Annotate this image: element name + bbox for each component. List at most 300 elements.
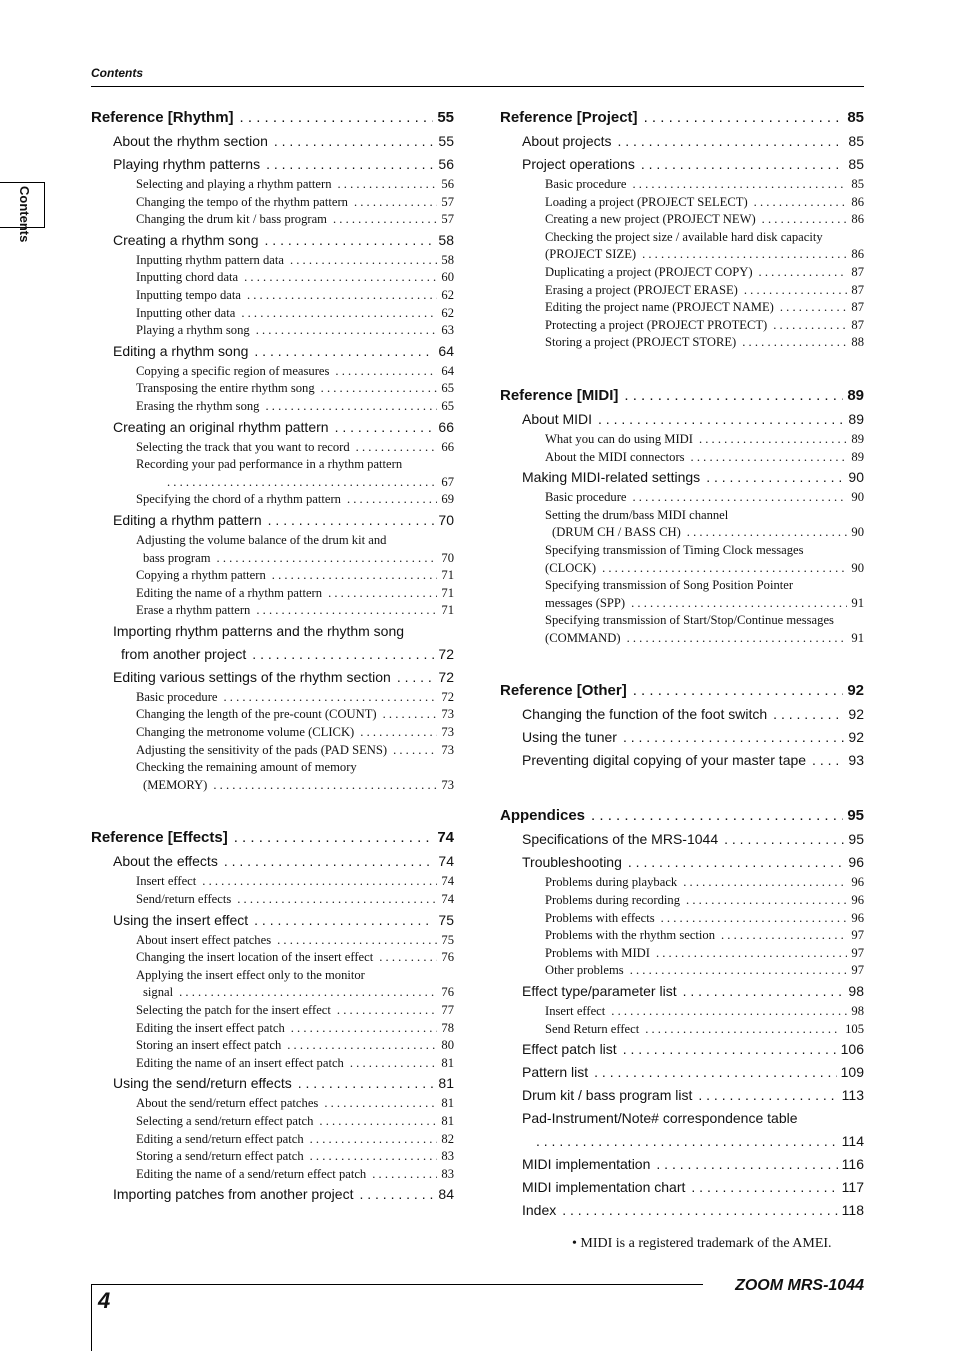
dot-leader bbox=[290, 253, 437, 268]
dot-leader bbox=[310, 1149, 438, 1164]
toc-subentry[interactable] bbox=[91, 1114, 454, 1132]
toc-subentry[interactable] bbox=[500, 1004, 864, 1022]
dot-leader bbox=[591, 807, 843, 824]
toc-page-number: 73 bbox=[441, 777, 454, 792]
toc-entry-title: Storing a project (PROJECT STORE) bbox=[545, 335, 737, 350]
toc-page-number: 56 bbox=[441, 177, 454, 191]
dot-leader bbox=[393, 743, 437, 758]
toc-page-number: 71 bbox=[441, 585, 454, 600]
dot-leader bbox=[645, 1022, 841, 1037]
dot-leader bbox=[742, 335, 847, 350]
dot-leader bbox=[265, 399, 437, 414]
toc-subentry[interactable] bbox=[500, 578, 864, 596]
toc-page-number: 56 bbox=[438, 156, 454, 172]
toc-page-number: 64 bbox=[441, 363, 454, 378]
toc-entry-title: Storing an insert effect patch bbox=[136, 1038, 282, 1053]
dot-leader bbox=[812, 752, 844, 768]
toc-entry-title: Erasing a project (PROJECT ERASE) bbox=[545, 282, 738, 297]
toc-entry-title: Playing a rhythm song bbox=[136, 323, 250, 338]
dot-leader bbox=[350, 1056, 438, 1071]
toc-page-number: 85 bbox=[848, 133, 864, 149]
toc-page-number: 118 bbox=[841, 1202, 864, 1219]
toc-subentry[interactable] bbox=[91, 195, 454, 213]
toc-subentry[interactable] bbox=[91, 1038, 454, 1056]
dot-leader bbox=[759, 265, 848, 280]
dot-leader bbox=[234, 829, 434, 846]
toc-page-number: 96 bbox=[851, 893, 864, 908]
toc-page-number: 117 bbox=[841, 1179, 864, 1196]
dot-leader bbox=[632, 177, 847, 192]
toc-entry-title: Editing the project name (PROJECT NAME) bbox=[545, 300, 774, 315]
toc-page-number: 85 bbox=[847, 109, 864, 126]
toc-entry-title: MIDI implementation bbox=[522, 1156, 651, 1173]
toc-page-number: 89 bbox=[848, 410, 864, 427]
toc-entry[interactable] bbox=[500, 1087, 864, 1108]
dot-leader bbox=[335, 419, 435, 435]
toc-entry[interactable] bbox=[91, 419, 454, 440]
toc-entry-title: Send/return effects bbox=[136, 892, 232, 907]
toc-entry-title: bass program bbox=[143, 550, 211, 565]
toc-subentry[interactable] bbox=[500, 247, 864, 265]
toc-page-number: 87 bbox=[851, 282, 864, 297]
toc-page-number: 87 bbox=[851, 300, 864, 315]
toc-page-number: 97 bbox=[851, 928, 864, 943]
toc-subentry[interactable] bbox=[91, 586, 454, 604]
dot-leader bbox=[661, 911, 848, 926]
toc-subentry[interactable] bbox=[91, 533, 454, 551]
toc-subentry[interactable] bbox=[91, 1149, 454, 1167]
toc-page-number: 72 bbox=[438, 668, 454, 685]
dot-leader bbox=[687, 525, 848, 540]
toc-page-number: 90 bbox=[848, 469, 864, 486]
toc-entry[interactable] bbox=[91, 133, 454, 154]
toc-subentry[interactable] bbox=[91, 440, 454, 458]
toc-subentry[interactable] bbox=[500, 283, 864, 301]
toc-subentry[interactable] bbox=[500, 450, 864, 468]
toc-subentry[interactable] bbox=[91, 475, 454, 493]
dot-leader bbox=[762, 212, 848, 227]
dot-leader bbox=[252, 646, 434, 662]
dot-leader bbox=[562, 1202, 837, 1218]
toc-entry-title: Recording your pad performance in a rhythm pattern bbox=[136, 457, 403, 472]
toc-subentry[interactable] bbox=[500, 893, 864, 911]
dot-leader bbox=[744, 283, 848, 298]
toc-page-number: 96 bbox=[851, 910, 864, 925]
toc-entry-title: (PROJECT SIZE) bbox=[545, 247, 637, 262]
toc-page-number: 97 bbox=[851, 945, 864, 960]
toc-entry-title: Erase a rhythm pattern bbox=[136, 603, 251, 618]
dot-leader bbox=[256, 323, 438, 338]
toc-subentry[interactable] bbox=[500, 631, 864, 649]
toc-page-number: 89 bbox=[851, 431, 864, 446]
dot-leader bbox=[686, 893, 847, 908]
toc-entry[interactable] bbox=[91, 1075, 454, 1096]
toc-entry-title: Reference [Rhythm] bbox=[91, 109, 234, 126]
toc-entry-title: About the send/return effect patches bbox=[136, 1096, 319, 1111]
toc-subentry[interactable] bbox=[91, 690, 454, 708]
toc-entry-title: Duplicating a project (PROJECT COPY) bbox=[545, 264, 753, 279]
dot-leader bbox=[780, 300, 848, 315]
dot-leader bbox=[328, 586, 437, 601]
dot-leader bbox=[310, 1132, 438, 1147]
toc-subentry[interactable] bbox=[500, 490, 864, 508]
toc-entry[interactable] bbox=[91, 912, 454, 933]
dot-leader bbox=[265, 232, 435, 248]
toc-entry[interactable] bbox=[91, 343, 454, 364]
toc-page-number: 116 bbox=[841, 1156, 864, 1173]
toc-page-number: 98 bbox=[851, 1004, 864, 1019]
toc-page-number: 114 bbox=[841, 1133, 864, 1150]
toc-entry-title: Effect type/parameter list bbox=[522, 983, 677, 1000]
toc-page-number: 73 bbox=[441, 742, 454, 757]
toc-entry[interactable] bbox=[91, 232, 454, 253]
dot-leader bbox=[333, 212, 437, 227]
toc-subentry[interactable] bbox=[91, 253, 454, 271]
toc-subentry[interactable] bbox=[500, 432, 864, 450]
dot-leader bbox=[691, 1179, 837, 1195]
toc-page-number: 57 bbox=[441, 194, 454, 209]
dot-leader bbox=[602, 561, 847, 576]
toc-subentry[interactable] bbox=[91, 568, 454, 586]
toc-entry-title: Selecting and playing a rhythm pattern bbox=[136, 177, 332, 191]
dot-leader bbox=[241, 306, 437, 321]
toc-entry[interactable] bbox=[500, 1202, 864, 1223]
toc-subentry[interactable] bbox=[91, 270, 454, 288]
toc-subentry[interactable] bbox=[500, 911, 864, 929]
toc-subentry[interactable] bbox=[91, 457, 454, 475]
dot-leader bbox=[721, 928, 847, 943]
toc-entry[interactable] bbox=[500, 729, 864, 750]
toc-subentry[interactable] bbox=[500, 596, 864, 614]
toc-entry[interactable] bbox=[500, 1064, 864, 1085]
toc-entry[interactable] bbox=[500, 854, 864, 875]
toc-subentry[interactable] bbox=[91, 492, 454, 510]
toc-page-number: 91 bbox=[851, 630, 864, 645]
toc-page-number: 72 bbox=[441, 689, 454, 704]
toc-page-number: 83 bbox=[441, 1149, 454, 1164]
spacer bbox=[500, 773, 864, 807]
toc-page-number: 86 bbox=[851, 247, 864, 262]
toc-page-number: 106 bbox=[840, 1041, 864, 1058]
dot-leader bbox=[773, 706, 844, 722]
dot-leader bbox=[167, 475, 437, 490]
toc-entry-title: Basic procedure bbox=[545, 490, 627, 505]
toc-entry-title: Problems with effects bbox=[545, 910, 655, 925]
toc-subentry[interactable] bbox=[500, 928, 864, 946]
toc-page-number: 90 bbox=[851, 525, 864, 540]
toc-entry-title: Changing the tempo of the rhythm pattern bbox=[136, 194, 348, 209]
toc-entry[interactable] bbox=[500, 831, 864, 852]
toc-entry-title: Copying a rhythm pattern bbox=[136, 568, 266, 583]
dot-leader bbox=[354, 195, 437, 210]
toc-entry-title: Editing the name of an insert effect patch bbox=[136, 1055, 344, 1070]
toc-entry[interactable] bbox=[500, 1110, 864, 1131]
toc-entry-title: Effect patch list bbox=[522, 1041, 617, 1058]
toc-page-number: 81 bbox=[441, 1113, 454, 1128]
footer-rule bbox=[91, 1284, 703, 1285]
toc-entry-title: Problems with MIDI bbox=[545, 945, 650, 960]
toc-page-number: 95 bbox=[847, 807, 864, 825]
toc-section-heading[interactable] bbox=[91, 829, 454, 851]
toc-page-number: 74 bbox=[438, 853, 454, 870]
toc-entry-title: Troubleshooting bbox=[522, 854, 622, 871]
toc-subentry[interactable] bbox=[500, 613, 864, 631]
toc-entry-title: Creating an original rhythm pattern bbox=[113, 418, 329, 435]
toc-subentry[interactable] bbox=[500, 543, 864, 561]
toc-entry[interactable] bbox=[500, 1041, 864, 1062]
toc-entry[interactable] bbox=[91, 669, 454, 690]
toc-subentry[interactable] bbox=[91, 968, 454, 986]
toc-subentry[interactable] bbox=[500, 230, 864, 248]
toc-entry[interactable] bbox=[500, 156, 864, 177]
toc-entry[interactable] bbox=[500, 133, 864, 154]
toc-entry-title: Specifications of the MRS-1044 bbox=[522, 831, 719, 848]
dot-leader bbox=[266, 156, 434, 172]
toc-subentry[interactable] bbox=[91, 212, 454, 230]
toc-subentry[interactable] bbox=[91, 707, 454, 725]
toc-page-number: 63 bbox=[441, 323, 454, 338]
toc-entry-title: Problems with the rhythm section bbox=[545, 928, 715, 943]
toc-subentry[interactable] bbox=[91, 177, 454, 195]
dot-leader bbox=[642, 247, 847, 262]
toc-entry-title: Send Return effect bbox=[545, 1021, 640, 1036]
toc-entry-title: Editing various settings of the rhythm section bbox=[113, 668, 391, 685]
dot-leader bbox=[244, 270, 437, 285]
dot-leader bbox=[624, 387, 843, 404]
toc-entry-title: Changing the drum kit / bass program bbox=[136, 212, 327, 227]
toc-entry-title: Specifying transmission of Timing Clock messages bbox=[545, 542, 804, 557]
product-name: ZOOM MRS-1044 bbox=[735, 1277, 864, 1294]
toc-section-heading[interactable] bbox=[91, 109, 454, 131]
toc-subentry[interactable] bbox=[91, 551, 454, 569]
toc-entry-title: Editing the name of a rhythm pattern bbox=[136, 585, 323, 600]
toc-entry[interactable] bbox=[500, 752, 864, 773]
toc-page-number: 66 bbox=[441, 439, 454, 454]
toc-entry-title: Changing the metronome volume (CLICK) bbox=[136, 725, 355, 740]
toc-subentry[interactable] bbox=[500, 508, 864, 526]
toc-entry-title: (CLOCK) bbox=[545, 560, 597, 575]
toc-page-number: 76 bbox=[441, 950, 454, 965]
toc-entry-title: Making MIDI-related settings bbox=[522, 469, 701, 486]
footer-vertical-rule bbox=[91, 1284, 92, 1351]
dot-leader bbox=[594, 1064, 837, 1080]
toc-entry-title: Protecting a project (PROJECT PROTECT) bbox=[545, 317, 768, 332]
dot-leader bbox=[274, 133, 435, 149]
toc-entry[interactable] bbox=[91, 646, 454, 667]
toc-page-number: 89 bbox=[847, 386, 864, 404]
toc-page-number: 70 bbox=[438, 511, 454, 528]
toc-subentry[interactable] bbox=[91, 760, 454, 778]
dot-leader bbox=[630, 963, 848, 978]
toc-page-number: 87 bbox=[851, 317, 864, 332]
toc-entry-title: Project operations bbox=[522, 156, 635, 172]
toc-page-number: 55 bbox=[438, 133, 454, 149]
toc-entry-title: MIDI implementation chart bbox=[522, 1179, 686, 1196]
spacer bbox=[500, 353, 864, 387]
toc-page-number: 77 bbox=[441, 1003, 454, 1017]
toc-page-number: 88 bbox=[851, 335, 864, 350]
toc-entry[interactable] bbox=[500, 411, 864, 432]
toc-subentry[interactable] bbox=[500, 561, 864, 579]
toc-entry[interactable] bbox=[500, 983, 864, 1004]
toc-subentry[interactable] bbox=[500, 963, 864, 981]
toc-page-number: 69 bbox=[441, 492, 454, 507]
dot-leader bbox=[217, 551, 438, 566]
dot-leader bbox=[179, 985, 437, 1000]
toc-subentry[interactable] bbox=[91, 950, 454, 968]
dot-leader bbox=[623, 729, 844, 745]
toc-subentry[interactable] bbox=[91, 1132, 454, 1150]
toc-subentry[interactable] bbox=[91, 288, 454, 306]
dot-leader bbox=[213, 778, 437, 793]
toc-subentry[interactable] bbox=[91, 933, 454, 951]
toc-section-heading[interactable] bbox=[500, 109, 864, 131]
toc-subentry[interactable] bbox=[500, 1022, 864, 1040]
toc-subentry[interactable] bbox=[91, 364, 454, 382]
toc-page-number: 80 bbox=[441, 1038, 454, 1053]
toc-page-number: 57 bbox=[441, 212, 454, 227]
dot-leader bbox=[724, 831, 844, 847]
toc-page-number: 81 bbox=[438, 1075, 454, 1092]
toc-entry-title: Inputting chord data bbox=[136, 270, 239, 285]
toc-subentry[interactable] bbox=[91, 778, 454, 796]
toc-entry-title: signal bbox=[143, 985, 174, 1000]
toc-page-number: 113 bbox=[841, 1087, 864, 1104]
toc-subentry[interactable] bbox=[91, 743, 454, 761]
toc-subentry[interactable] bbox=[500, 318, 864, 336]
toc-entry-title: Importing rhythm patterns and the rhythm song bbox=[113, 622, 405, 639]
dot-leader bbox=[337, 1003, 438, 1018]
dot-leader bbox=[699, 432, 847, 447]
toc-page-number: 71 bbox=[441, 603, 454, 618]
toc-subentry[interactable] bbox=[91, 874, 454, 892]
toc-entry-title: Reference [Effects] bbox=[91, 829, 228, 847]
toc-entry[interactable] bbox=[500, 1156, 864, 1177]
toc-subentry[interactable] bbox=[500, 177, 864, 195]
toc-page-number: 87 bbox=[851, 264, 864, 279]
toc-entry-title: Specifying transmission of Start/Stop/Continue messages bbox=[545, 613, 834, 628]
toc-page-number: 67 bbox=[441, 474, 454, 489]
toc-page-number: 72 bbox=[438, 645, 454, 662]
toc-entry-title: Other problems bbox=[545, 963, 624, 978]
dot-leader bbox=[287, 1038, 437, 1053]
toc-subentry[interactable] bbox=[91, 603, 454, 621]
toc-subentry[interactable] bbox=[91, 985, 454, 1003]
toc-subentry[interactable] bbox=[91, 306, 454, 324]
toc-entry-title: Inputting tempo data bbox=[136, 287, 241, 302]
toc-section-heading[interactable] bbox=[500, 807, 864, 829]
toc-entry[interactable] bbox=[91, 156, 454, 177]
toc-page-number: 92 bbox=[847, 682, 864, 700]
toc-subentry[interactable] bbox=[91, 399, 454, 417]
toc-page-number: 90 bbox=[851, 560, 864, 575]
dot-leader bbox=[644, 109, 844, 126]
toc-page-number: 91 bbox=[851, 595, 864, 610]
toc-entry-title: Changing the length of the pre-count (COUNT) bbox=[136, 707, 377, 722]
toc-page-number: 74 bbox=[441, 874, 454, 889]
toc-subentry[interactable] bbox=[500, 300, 864, 318]
toc-subentry[interactable] bbox=[91, 725, 454, 743]
toc-entry-title: Specifying transmission of Song Position Pointer bbox=[545, 578, 794, 593]
toc-entry-title: Basic procedure bbox=[545, 177, 627, 191]
toc-entry-title: Changing the insert location of the insert effect bbox=[136, 950, 374, 965]
dot-leader bbox=[628, 854, 845, 870]
dot-leader bbox=[656, 946, 847, 961]
toc-page-number: 75 bbox=[438, 911, 454, 928]
toc-entry[interactable] bbox=[91, 853, 454, 874]
dot-leader bbox=[632, 490, 847, 505]
toc-entry-title: About the rhythm section bbox=[113, 133, 268, 149]
toc-subentry[interactable] bbox=[500, 265, 864, 283]
toc-page-number: 60 bbox=[441, 270, 454, 285]
toc-entry[interactable] bbox=[91, 623, 454, 644]
toc-section-heading[interactable] bbox=[500, 387, 864, 409]
toc-entry[interactable] bbox=[500, 1133, 864, 1154]
dot-leader bbox=[754, 195, 848, 210]
toc-entry-title: Erasing the rhythm song bbox=[136, 398, 260, 413]
toc-entry-title: About MIDI bbox=[522, 410, 593, 427]
toc-entry-title: Checking the project size / available hard disk capacity bbox=[545, 229, 823, 244]
toc-subentry[interactable] bbox=[91, 381, 454, 399]
dot-leader bbox=[321, 381, 438, 396]
toc-entry[interactable] bbox=[500, 1179, 864, 1200]
spacer bbox=[500, 648, 864, 682]
toc-entry-title: Checking the remaining amount of memory bbox=[136, 760, 357, 775]
toc-page-number: 71 bbox=[441, 568, 454, 583]
toc-subentry[interactable] bbox=[500, 335, 864, 353]
toc-entry-title: Using the send/return effects bbox=[113, 1075, 292, 1092]
toc-subentry[interactable] bbox=[500, 195, 864, 213]
toc-entry-title: Loading a project (PROJECT SELECT) bbox=[545, 194, 748, 209]
dot-leader bbox=[631, 596, 847, 611]
toc-subentry[interactable] bbox=[500, 875, 864, 893]
dot-leader bbox=[598, 411, 844, 427]
toc-subentry[interactable] bbox=[91, 1056, 454, 1074]
toc-subentry[interactable] bbox=[91, 1003, 454, 1021]
toc-subentry[interactable] bbox=[500, 525, 864, 543]
toc-entry[interactable] bbox=[91, 512, 454, 533]
toc-page-number: 92 bbox=[848, 706, 864, 723]
dot-leader bbox=[706, 469, 844, 485]
toc-entry[interactable] bbox=[500, 706, 864, 727]
toc-page-number: 78 bbox=[441, 1020, 454, 1035]
dot-leader bbox=[247, 288, 437, 303]
toc-left-column bbox=[91, 109, 454, 1207]
dot-leader bbox=[633, 682, 844, 699]
toc-subentry[interactable] bbox=[91, 1021, 454, 1039]
toc-page-number: 62 bbox=[441, 305, 454, 320]
toc-page-number: 62 bbox=[441, 287, 454, 302]
dot-leader bbox=[237, 892, 437, 907]
toc-entry[interactable] bbox=[500, 469, 864, 490]
toc-subentry[interactable] bbox=[500, 212, 864, 230]
toc-subentry[interactable] bbox=[91, 1167, 454, 1185]
toc-entry[interactable] bbox=[91, 1186, 454, 1207]
toc-subentry[interactable] bbox=[91, 323, 454, 341]
dot-leader bbox=[536, 1133, 838, 1149]
toc-section-heading[interactable] bbox=[500, 682, 864, 704]
toc-subentry[interactable] bbox=[91, 892, 454, 910]
spacer bbox=[91, 795, 454, 829]
dot-leader bbox=[254, 912, 434, 928]
toc-subentry[interactable] bbox=[91, 1096, 454, 1114]
toc-subentry[interactable] bbox=[500, 946, 864, 964]
dot-leader bbox=[627, 631, 848, 646]
toc-entry-title: Basic procedure bbox=[136, 689, 218, 704]
side-tab-label: Contents bbox=[17, 186, 32, 243]
toc-entry-title: About insert effect patches bbox=[136, 932, 272, 947]
toc-page-number: 96 bbox=[851, 875, 864, 890]
